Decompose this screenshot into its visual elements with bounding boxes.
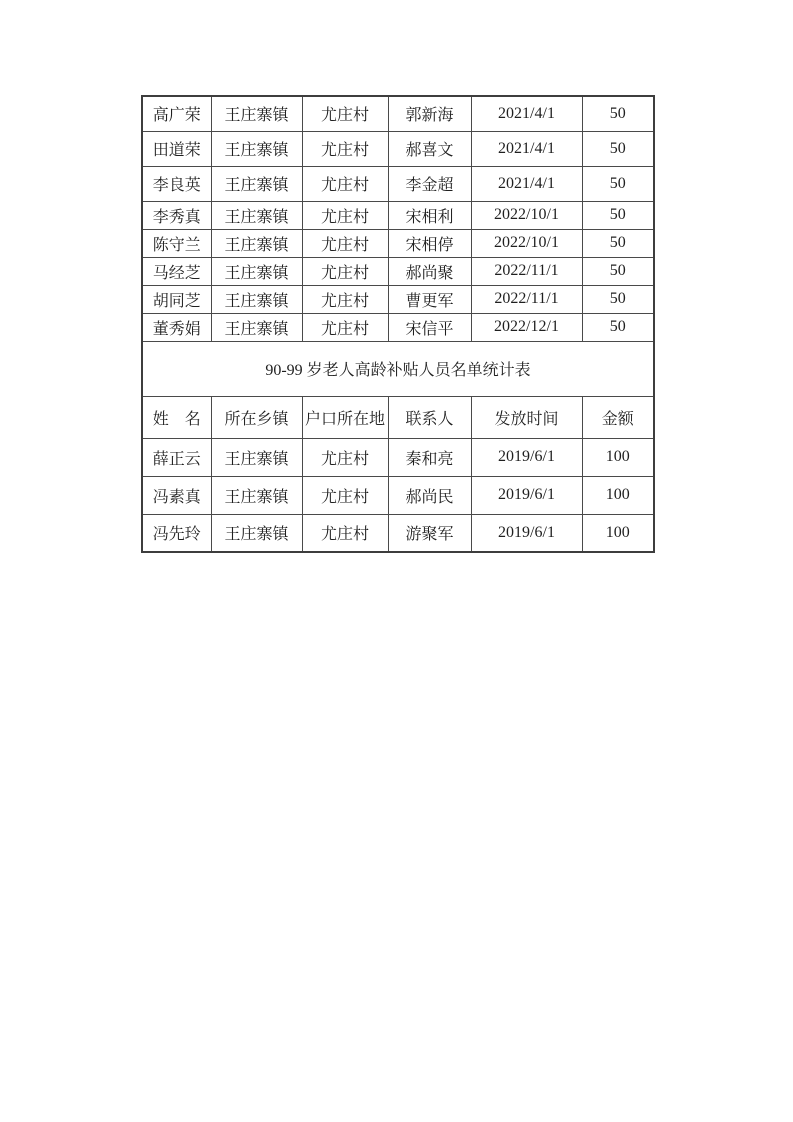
table-row xyxy=(142,166,654,201)
cell-date: 2021/4/1 xyxy=(471,166,582,201)
cell-town: 王庄寨镇 xyxy=(211,476,302,514)
cell-village: 尤庄村 xyxy=(302,229,388,257)
cell-village: 尤庄村 xyxy=(302,514,388,552)
cell-contact: 郝喜文 xyxy=(388,131,471,166)
cell-contact: 游聚军 xyxy=(388,514,471,552)
header-contact: 联系人 xyxy=(388,396,471,438)
cell-town: 王庄寨镇 xyxy=(211,285,302,313)
cell-contact: 郝尚聚 xyxy=(388,257,471,285)
cell-amount: 100 xyxy=(582,438,654,476)
cell-date: 2019/6/1 xyxy=(471,514,582,552)
cell-contact: 郝尚民 xyxy=(388,476,471,514)
cell-name: 冯素真 xyxy=(142,476,211,514)
cell-date: 2022/11/1 xyxy=(471,257,582,285)
cell-village: 尤庄村 xyxy=(302,131,388,166)
table-row xyxy=(142,201,654,229)
cell-village: 尤庄村 xyxy=(302,476,388,514)
cell-town: 王庄寨镇 xyxy=(211,96,302,131)
table-row xyxy=(142,476,654,514)
cell-contact: 李金超 xyxy=(388,166,471,201)
header-name: 姓 名 xyxy=(142,396,211,438)
cell-contact: 郭新海 xyxy=(388,96,471,131)
table-row xyxy=(142,313,654,341)
cell-town: 王庄寨镇 xyxy=(211,229,302,257)
cell-village: 尤庄村 xyxy=(302,201,388,229)
cell-village: 尤庄村 xyxy=(302,438,388,476)
cell-amount: 100 xyxy=(582,514,654,552)
cell-contact: 宋相停 xyxy=(388,229,471,257)
cell-date: 2021/4/1 xyxy=(471,131,582,166)
cell-name: 薛正云 xyxy=(142,438,211,476)
cell-amount: 50 xyxy=(582,201,654,229)
cell-amount: 50 xyxy=(582,166,654,201)
table-row xyxy=(142,285,654,313)
cell-date: 2019/6/1 xyxy=(471,476,582,514)
header-row xyxy=(142,396,654,438)
cell-town: 王庄寨镇 xyxy=(211,438,302,476)
header-town: 所在乡镇 xyxy=(211,396,302,438)
cell-name: 田道荣 xyxy=(142,131,211,166)
table-row xyxy=(142,438,654,476)
table-row xyxy=(142,257,654,285)
cell-amount: 50 xyxy=(582,131,654,166)
header-issue-date: 发放时间 xyxy=(471,396,582,438)
cell-date: 2021/4/1 xyxy=(471,96,582,131)
cell-village: 尤庄村 xyxy=(302,96,388,131)
cell-village: 尤庄村 xyxy=(302,285,388,313)
table-row xyxy=(142,131,654,166)
cell-town: 王庄寨镇 xyxy=(211,313,302,341)
cell-contact: 曹更军 xyxy=(388,285,471,313)
cell-town: 王庄寨镇 xyxy=(211,131,302,166)
cell-name: 马经芝 xyxy=(142,257,211,285)
cell-contact: 秦和亮 xyxy=(388,438,471,476)
cell-date: 2022/12/1 xyxy=(471,313,582,341)
cell-village: 尤庄村 xyxy=(302,313,388,341)
cell-amount: 100 xyxy=(582,476,654,514)
cell-amount: 50 xyxy=(582,313,654,341)
cell-name: 李秀真 xyxy=(142,201,211,229)
header-amount: 金额 xyxy=(582,396,654,438)
title-row xyxy=(142,341,654,396)
table-row xyxy=(142,96,654,131)
cell-contact: 宋信平 xyxy=(388,313,471,341)
cell-name: 冯先玲 xyxy=(142,514,211,552)
cell-date: 2022/10/1 xyxy=(471,201,582,229)
cell-contact: 宋相利 xyxy=(388,201,471,229)
cell-town: 王庄寨镇 xyxy=(211,257,302,285)
cell-date: 2022/10/1 xyxy=(471,229,582,257)
cell-name: 高广荣 xyxy=(142,96,211,131)
cell-town: 王庄寨镇 xyxy=(211,201,302,229)
cell-amount: 50 xyxy=(582,257,654,285)
cell-name: 李良英 xyxy=(142,166,211,201)
cell-amount: 50 xyxy=(582,229,654,257)
cell-date: 2022/11/1 xyxy=(471,285,582,313)
cell-amount: 50 xyxy=(582,96,654,131)
cell-town: 王庄寨镇 xyxy=(211,514,302,552)
table-row xyxy=(142,514,654,552)
cell-village: 尤庄村 xyxy=(302,257,388,285)
cell-name: 胡同芝 xyxy=(142,285,211,313)
header-residence: 户口所在地 xyxy=(302,396,388,438)
table-row xyxy=(142,229,654,257)
cell-amount: 50 xyxy=(582,285,654,313)
table-title: 90-99 岁老人高龄补贴人员名单统计表 xyxy=(142,341,654,396)
cell-name: 董秀娟 xyxy=(142,313,211,341)
subsidy-tables xyxy=(141,95,655,553)
cell-village: 尤庄村 xyxy=(302,166,388,201)
cell-date: 2019/6/1 xyxy=(471,438,582,476)
cell-town: 王庄寨镇 xyxy=(211,166,302,201)
cell-name: 陈守兰 xyxy=(142,229,211,257)
